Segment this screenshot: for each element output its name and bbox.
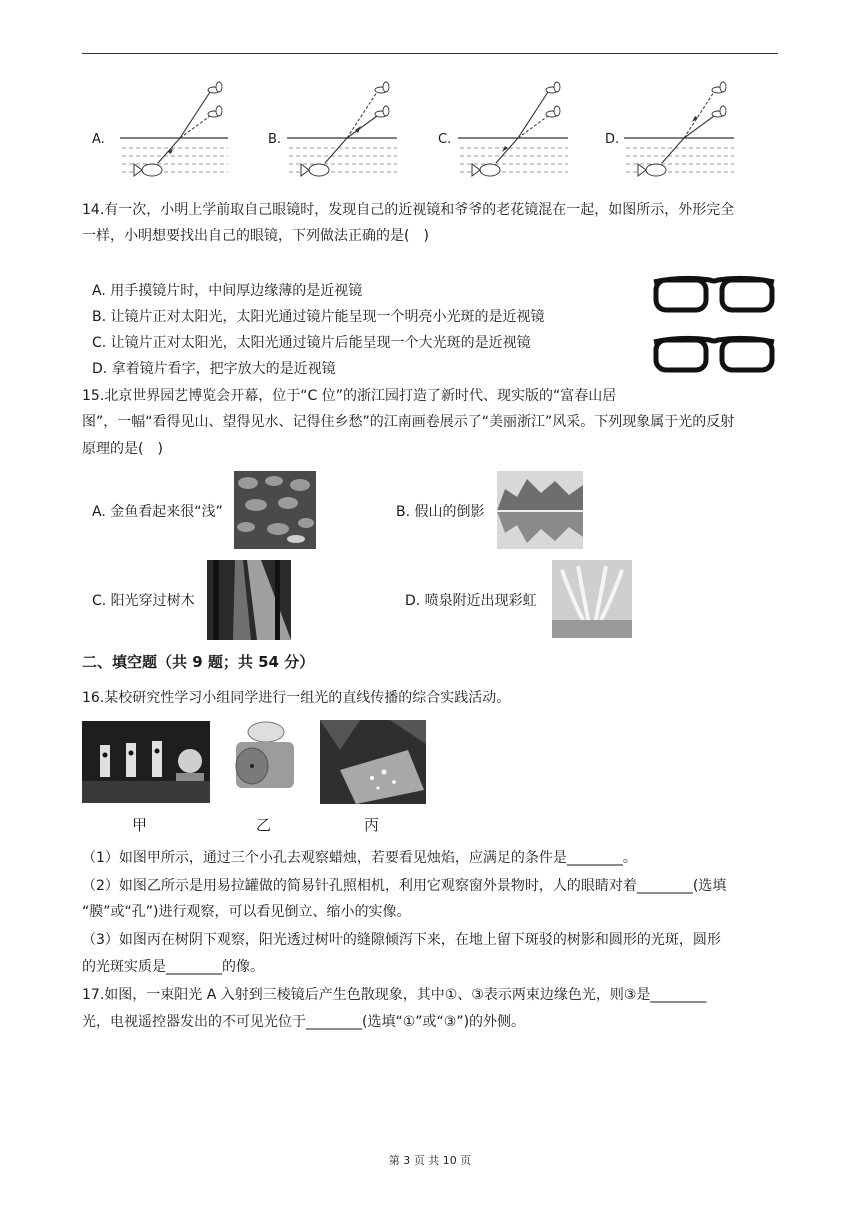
q13-diagram-d [622, 78, 772, 188]
q13-diagram-c [456, 78, 606, 188]
q17-line1: 17.如图，一束阳光 A 入射到三棱镜后产生色散现象，其中①、③表示两束边缘色光，则③是________ [82, 987, 707, 1003]
q16-part3-line2: 的光斑实质是________的像。 [82, 959, 264, 975]
q16-part3-line1: （3）如图丙在树阴下观察，阳光透过树叶的缝隙倾泻下来，在地上留下斑驳的树影和圆形的光斑，圆形 [82, 932, 721, 948]
q13-option-b-label: B. [268, 132, 282, 147]
q14-option-d: D. 拿着镜片看字，把字放大的是近视镜 [92, 361, 336, 377]
q13-option-d-label: D. [605, 132, 620, 147]
q13-option-a-label: A. [92, 132, 105, 147]
q16-caption-yi: 乙 [256, 816, 272, 834]
q13-diagram-b [285, 78, 435, 188]
q16-figure-bing [320, 720, 426, 804]
q16-part2-line2: “膜”或“孔”)进行观察，可以看见倒立、缩小的实像。 [82, 904, 411, 920]
q14-option-b: B. 让镜片正对太阳光，太阳光通过镜片能呈现一个明亮小光斑的是近视镜 [92, 309, 545, 325]
q14-option-c: C. 让镜片正对太阳光，太阳光通过镜片后能呈现一个大光斑的是近视镜 [92, 335, 531, 351]
page-footer: 第 3 页 共 10 页 [388, 1154, 472, 1167]
q15-stem-line3: 原理的是( ) [82, 441, 163, 457]
q15-option-b: B. 假山的倒影 [396, 504, 485, 520]
q14-stem-line2: 一样，小明想要找出自己的眼镜，下列做法正确的是( ) [82, 228, 429, 244]
q14-option-a: A. 用手摸镜片时，中间厚边缘薄的是近视镜 [92, 283, 363, 299]
q15-stem-line2: 图”，一幅“看得见山、望得见水、记得住乡愁”的江南画卷展示了“美丽浙江”风采。下列现象属于光的反射 [82, 414, 735, 430]
goldfish-pond-photo [234, 471, 316, 549]
glasses-image-2 [652, 334, 778, 380]
fountain-rainbow-photo [552, 560, 632, 638]
q16-part1: （1）如图甲所示，通过三个小孔去观察蜡烛，若要看见烛焰，应满足的条件是________。 [82, 850, 637, 866]
q15-stem-line1: 15.北京世界园艺博览会开幕，位于“C 位”的浙江园打造了新时代、现实版的“富春山居 [82, 388, 617, 404]
rockery-reflection-photo [497, 471, 583, 549]
glasses-image-1 [652, 274, 778, 320]
sunlight-through-trees-photo [207, 560, 291, 640]
q16-caption-bing: 丙 [364, 816, 380, 834]
q16-figure-yi [230, 716, 302, 804]
q15-option-c: C. 阳光穿过树木 [92, 593, 195, 609]
q16-stem: 16.某校研究性学习小组同学进行一组光的直线传播的综合实践活动。 [82, 690, 511, 706]
q13-diagram-a [118, 78, 268, 188]
header-rule [82, 53, 778, 54]
q16-caption-jia: 甲 [132, 816, 148, 834]
section-heading: 二、填空题（共 9 题；共 54 分） [82, 653, 315, 671]
q13-option-c-label: C. [438, 132, 452, 147]
q14-stem-line1: 14.有一次，小明上学前取自己眼镜时，发现自己的近视镜和爷爷的老花镜混在一起，如图所示，外形完全 [82, 202, 735, 218]
q16-part2-line1: （2）如图乙所示是用易拉罐做的简易针孔照相机，利用它观察窗外景物时，人的眼睛对着________(选填 [82, 878, 727, 894]
q17-line2: 光，电视遥控器发出的不可见光位于________(选填“①”或“③”)的外侧。 [82, 1014, 526, 1030]
q15-option-a: A. 金鱼看起来很“浅” [92, 504, 223, 520]
q15-option-d: D. 喷泉附近出现彩虹 [405, 593, 537, 609]
q16-figure-jia [82, 721, 210, 803]
